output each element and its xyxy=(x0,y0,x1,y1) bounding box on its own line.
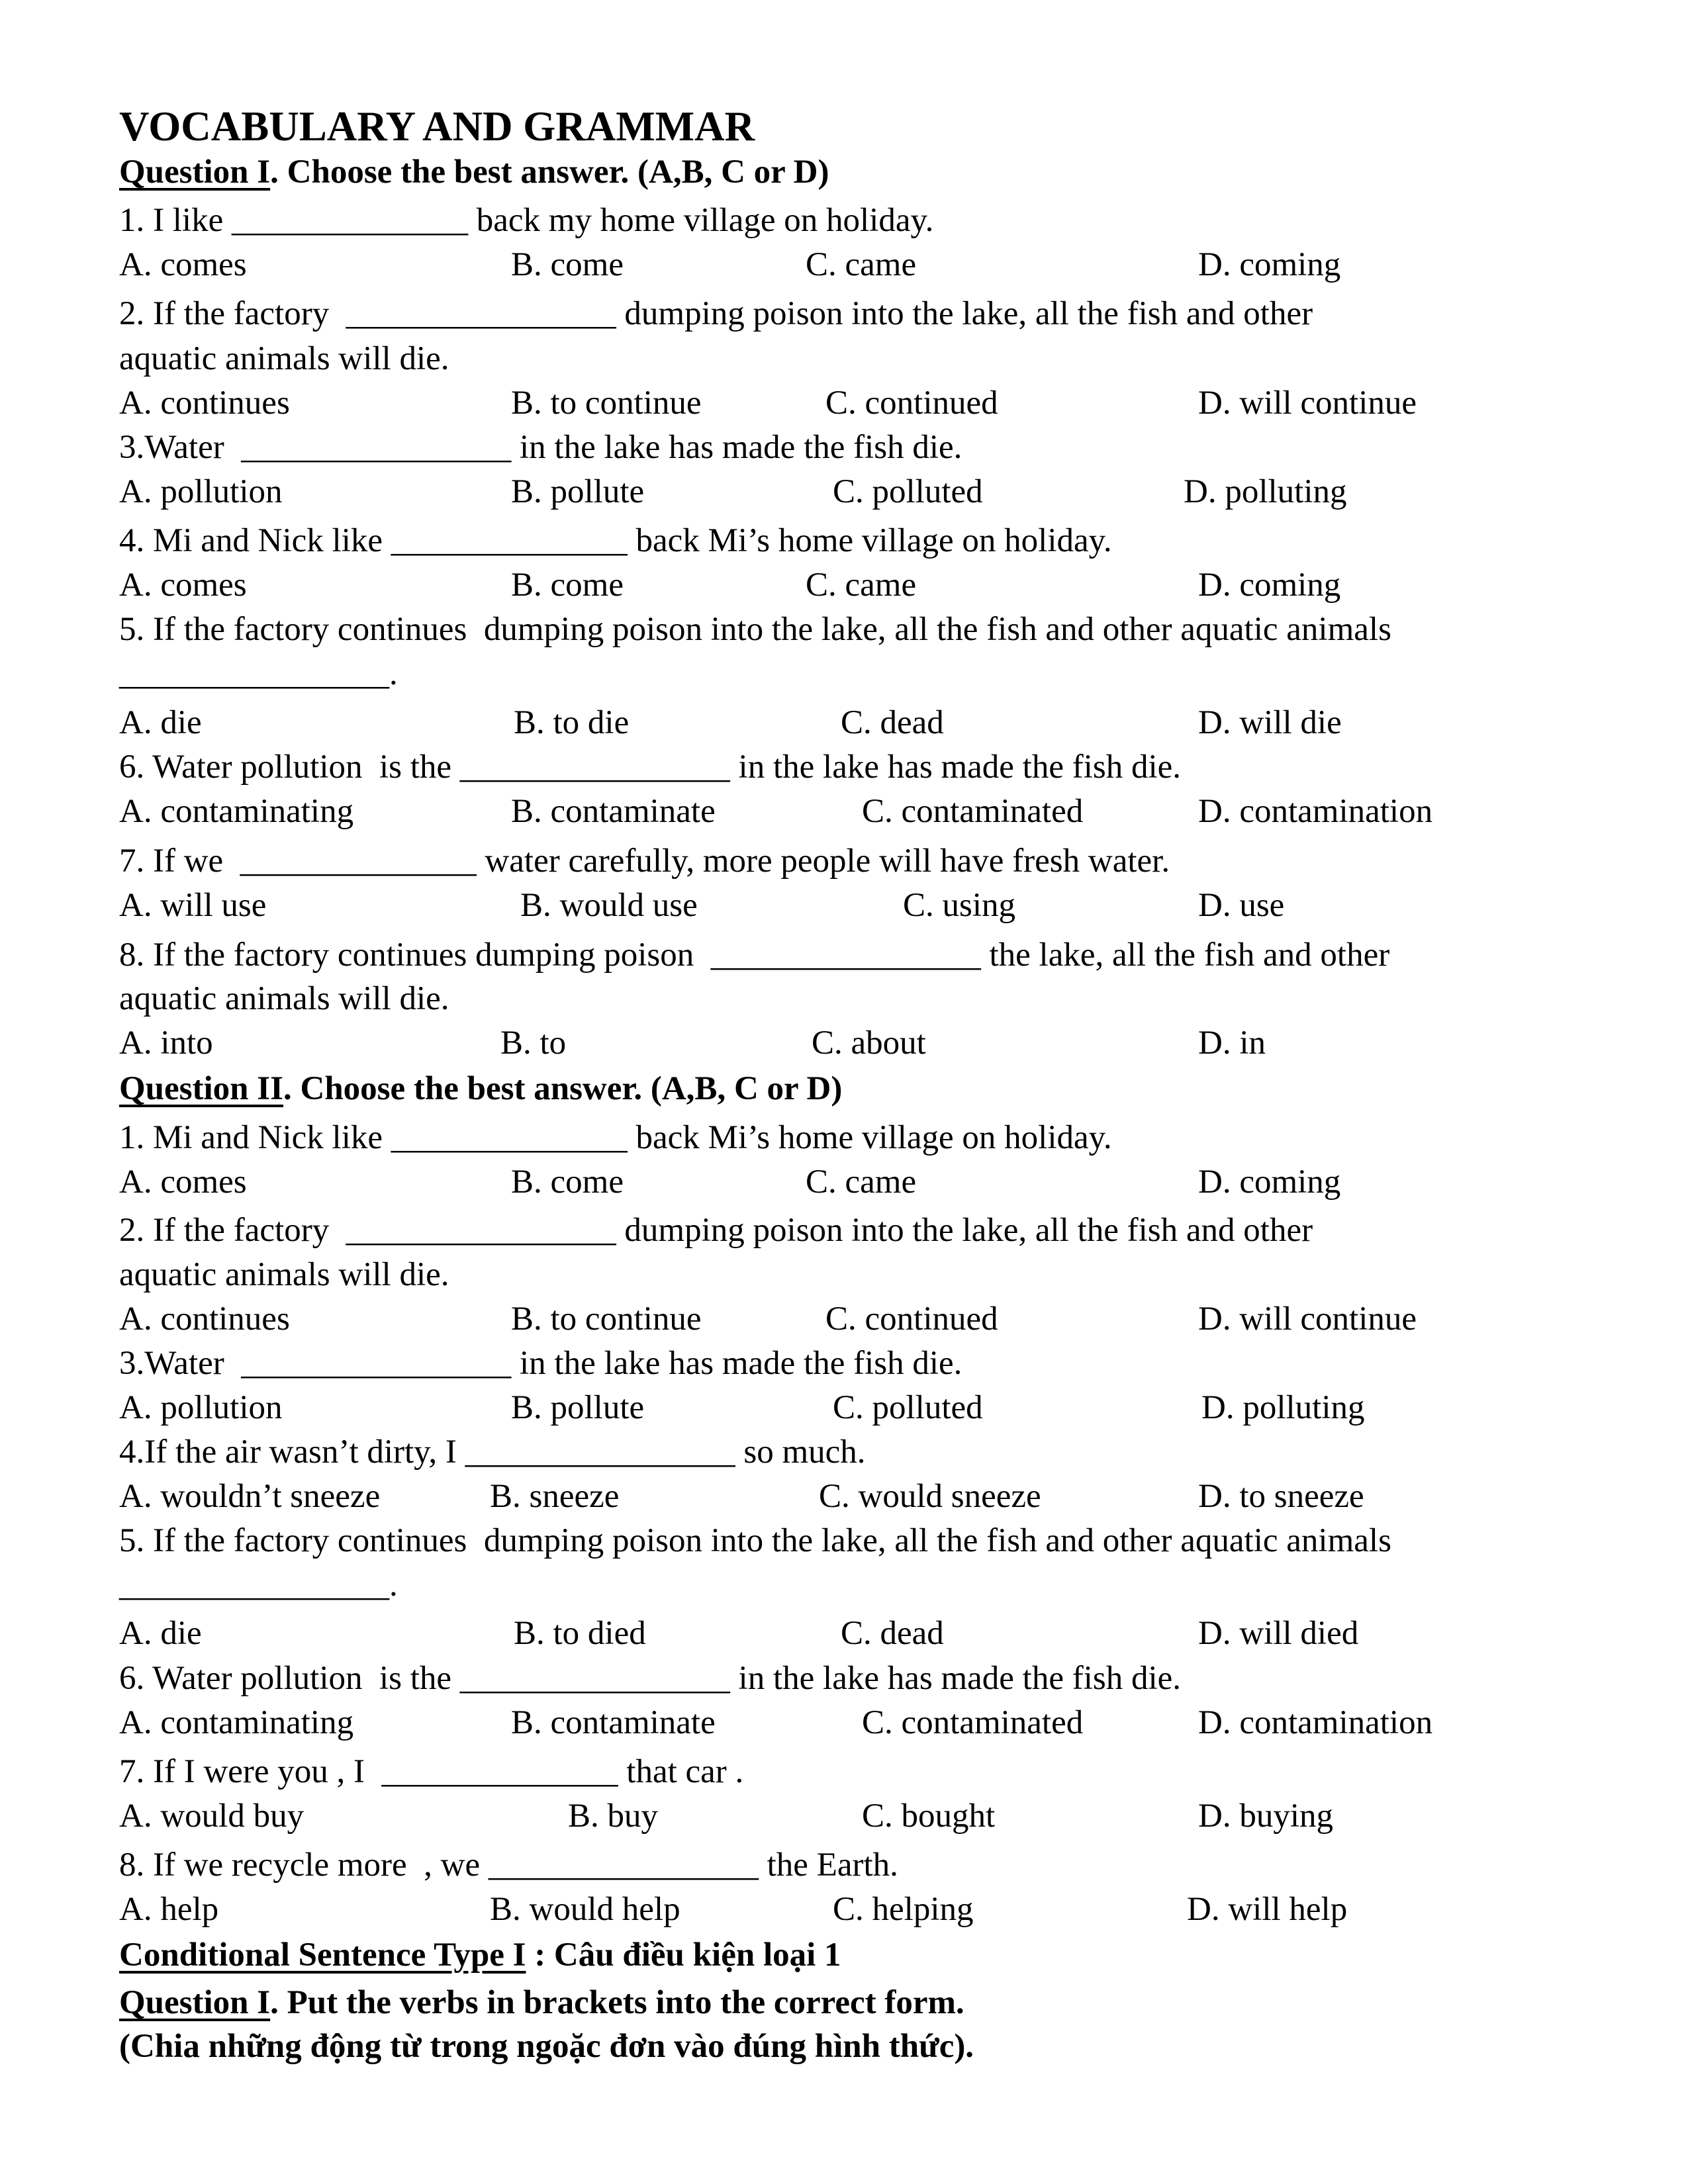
q2-item-5-option-b[interactable]: B. to died xyxy=(514,1615,646,1652)
q2-item-5-text-cont: ________________. xyxy=(119,1567,398,1604)
q1-item-8-text-cont: aquatic animals will die. xyxy=(119,980,449,1017)
q2-item-8-text: 8. If we recycle more , we ________________ the Earth. xyxy=(119,1846,898,1884)
q1-item-7-option-c[interactable]: C. using xyxy=(903,887,1016,924)
q1-item-4-option-c[interactable]: C. came xyxy=(806,567,917,604)
q2-item-6-option-c[interactable]: C. contaminated xyxy=(862,1704,1084,1741)
q2-item-2-text-cont: aquatic animals will die. xyxy=(119,1256,449,1293)
q2-item-2-option-a[interactable]: A. continues xyxy=(119,1300,290,1338)
q1-item-4-option-d[interactable]: D. coming xyxy=(1198,567,1341,604)
q2-item-2-option-c[interactable]: C. continued xyxy=(825,1300,998,1338)
q2-item-5-text: 5. If the factory continues dumping poison into the lake, all the fish and other aquatic animals xyxy=(119,1522,1391,1559)
q2-item-1-option-a[interactable]: A. comes xyxy=(119,1163,247,1201)
page-title: VOCABULARY AND GRAMMAR xyxy=(119,103,755,150)
q1-item-2-text: 2. If the factory ________________ dumping poison into the lake, all the fish and other xyxy=(119,295,1313,332)
q2-item-3-text: 3.Water ________________ in the lake has made the fish die. xyxy=(119,1345,962,1382)
question-3-heading xyxy=(119,1986,964,2020)
q2-item-6-option-b[interactable]: B. contaminate xyxy=(511,1704,716,1741)
q1-item-6-text: 6. Water pollution is the ________________ in the lake has made the fish die. xyxy=(119,749,1182,786)
q2-item-4-option-b[interactable]: B. sneeze xyxy=(490,1478,620,1515)
q2-item-4-option-d[interactable]: D. to sneeze xyxy=(1198,1478,1364,1515)
q2-item-3-option-c[interactable]: C. polluted xyxy=(833,1389,983,1426)
q1-item-2-text-cont: aquatic animals will die. xyxy=(119,340,449,377)
q2-item-3-option-b[interactable]: B. pollute xyxy=(511,1389,645,1426)
q1-item-4-option-b[interactable]: B. come xyxy=(511,567,624,604)
conditional-section-heading xyxy=(119,1938,841,1972)
q1-item-8-option-b[interactable]: B. to xyxy=(500,1024,567,1062)
q1-item-3-option-c[interactable]: C. polluted xyxy=(833,473,983,510)
question-1-instruction: . Choose the best answer. (A,B, C or D) xyxy=(270,154,829,191)
q2-item-2-text: 2. If the factory ________________ dumping poison into the lake, all the fish and other xyxy=(119,1212,1313,1249)
q2-item-4-text: 4.If the air wasn’t dirty, I ________________ so much. xyxy=(119,1433,866,1471)
q1-item-5-option-d[interactable]: D. will die xyxy=(1198,704,1342,741)
q1-item-2-option-c[interactable]: C. continued xyxy=(825,385,998,422)
q2-item-3-option-d[interactable]: D. polluting xyxy=(1201,1389,1365,1426)
q1-item-8-option-c[interactable]: C. about xyxy=(812,1024,926,1062)
q2-item-1-option-c[interactable]: C. came xyxy=(806,1163,917,1201)
q2-item-7-option-c[interactable]: C. bought xyxy=(862,1797,996,1835)
q1-item-7-option-b[interactable]: B. would use xyxy=(520,887,698,924)
question-3-instruction: . Put the verbs in brackets into the correct form. xyxy=(270,1984,964,2021)
q1-item-3-text: 3.Water ________________ in the lake has made the fish die. xyxy=(119,429,962,466)
q1-item-1-option-c[interactable]: C. came xyxy=(806,246,917,283)
q2-item-2-option-b[interactable]: B. to continue xyxy=(511,1300,702,1338)
q1-item-3-option-b[interactable]: B. pollute xyxy=(511,473,645,510)
q2-item-7-option-a[interactable]: A. would buy xyxy=(119,1797,305,1835)
q2-item-6-option-a[interactable]: A. contaminating xyxy=(119,1704,354,1741)
q1-item-1-text: 1. I like ______________ back my home village on holiday. xyxy=(119,202,934,239)
q2-item-4-option-c[interactable]: C. would sneeze xyxy=(819,1478,1041,1515)
q2-item-7-option-b[interactable]: B. buy xyxy=(568,1797,659,1835)
question-1-label: Question I xyxy=(119,154,271,191)
conditional-section-label: Conditional Sentence Type I xyxy=(119,1936,526,1974)
q1-item-7-option-d[interactable]: D. use xyxy=(1198,887,1285,924)
question-1-heading xyxy=(119,156,829,189)
q1-item-5-option-a[interactable]: A. die xyxy=(119,704,202,741)
q2-item-8-option-c[interactable]: C. helping xyxy=(833,1891,974,1928)
q1-item-2-option-a[interactable]: A. continues xyxy=(119,385,290,422)
q2-item-2-option-d[interactable]: D. will continue xyxy=(1198,1300,1417,1338)
q1-item-5-text-cont: ________________. xyxy=(119,655,398,692)
conditional-section-subtitle: : Câu điều kiện loại 1 xyxy=(526,1936,841,1974)
q1-item-6-option-c[interactable]: C. contaminated xyxy=(862,793,1084,830)
q1-item-4-option-a[interactable]: A. comes xyxy=(119,567,247,604)
q2-item-8-option-d[interactable]: D. will help xyxy=(1187,1891,1348,1928)
q2-item-6-text: 6. Water pollution is the ________________ in the lake has made the fish die. xyxy=(119,1660,1182,1697)
q1-item-6-option-b[interactable]: B. contaminate xyxy=(511,793,716,830)
q1-item-1-option-a[interactable]: A. comes xyxy=(119,246,247,283)
q2-item-1-option-b[interactable]: B. come xyxy=(511,1163,624,1201)
q2-item-5-option-c[interactable]: C. dead xyxy=(841,1615,944,1652)
q1-item-5-option-b[interactable]: B. to die xyxy=(514,704,630,741)
q1-item-6-option-d[interactable]: D. contamination xyxy=(1198,793,1433,830)
q2-item-1-option-d[interactable]: D. coming xyxy=(1198,1163,1341,1201)
q2-item-8-option-a[interactable]: A. help xyxy=(119,1891,219,1928)
q1-item-8-option-d[interactable]: D. in xyxy=(1198,1024,1266,1062)
q1-item-2-option-b[interactable]: B. to continue xyxy=(511,385,702,422)
q2-item-3-option-a[interactable]: A. pollution xyxy=(119,1389,283,1426)
q2-item-6-option-d[interactable]: D. contamination xyxy=(1198,1704,1433,1741)
question-2-heading xyxy=(119,1072,842,1106)
q2-item-7-text: 7. If I were you , I ______________ that car . xyxy=(119,1753,744,1790)
question-3-label: Question I xyxy=(119,1984,271,2021)
q1-item-3-option-d[interactable]: D. polluting xyxy=(1184,473,1347,510)
q2-item-1-text: 1. Mi and Nick like ______________ back Mi’s home village on holiday. xyxy=(119,1119,1112,1156)
q1-item-5-text: 5. If the factory continues dumping poison into the lake, all the fish and other aquatic animals xyxy=(119,611,1391,648)
q1-item-5-option-c[interactable]: C. dead xyxy=(841,704,944,741)
q1-item-1-option-d[interactable]: D. coming xyxy=(1198,246,1341,283)
q2-item-5-option-a[interactable]: A. die xyxy=(119,1615,202,1652)
question-3-instruction-vietnamese: (Chia những động từ trong ngoặc đơn vào đúng hình thức). xyxy=(119,2028,974,2065)
question-2-instruction: . Choose the best answer. (A,B, C or D) xyxy=(283,1070,843,1107)
q1-item-8-text: 8. If the factory continues dumping poison ________________ the lake, all the fish and other xyxy=(119,936,1390,974)
q1-item-4-text: 4. Mi and Nick like ______________ back Mi’s home village on holiday. xyxy=(119,522,1112,559)
q1-item-8-option-a[interactable]: A. into xyxy=(119,1024,213,1062)
q2-item-4-option-a[interactable]: A. wouldn’t sneeze xyxy=(119,1478,381,1515)
q2-item-7-option-d[interactable]: D. buying xyxy=(1198,1797,1333,1835)
q2-item-5-option-d[interactable]: D. will died xyxy=(1198,1615,1359,1652)
q1-item-2-option-d[interactable]: D. will continue xyxy=(1198,385,1417,422)
q2-item-8-option-b[interactable]: B. would help xyxy=(490,1891,680,1928)
q1-item-7-option-a[interactable]: A. will use xyxy=(119,887,267,924)
q1-item-6-option-a[interactable]: A. contaminating xyxy=(119,793,354,830)
q1-item-1-option-b[interactable]: B. come xyxy=(511,246,624,283)
q1-item-7-text: 7. If we ______________ water carefully, more people will have fresh water. xyxy=(119,842,1170,880)
q1-item-3-option-a[interactable]: A. pollution xyxy=(119,473,283,510)
question-2-label: Question II xyxy=(119,1070,283,1107)
